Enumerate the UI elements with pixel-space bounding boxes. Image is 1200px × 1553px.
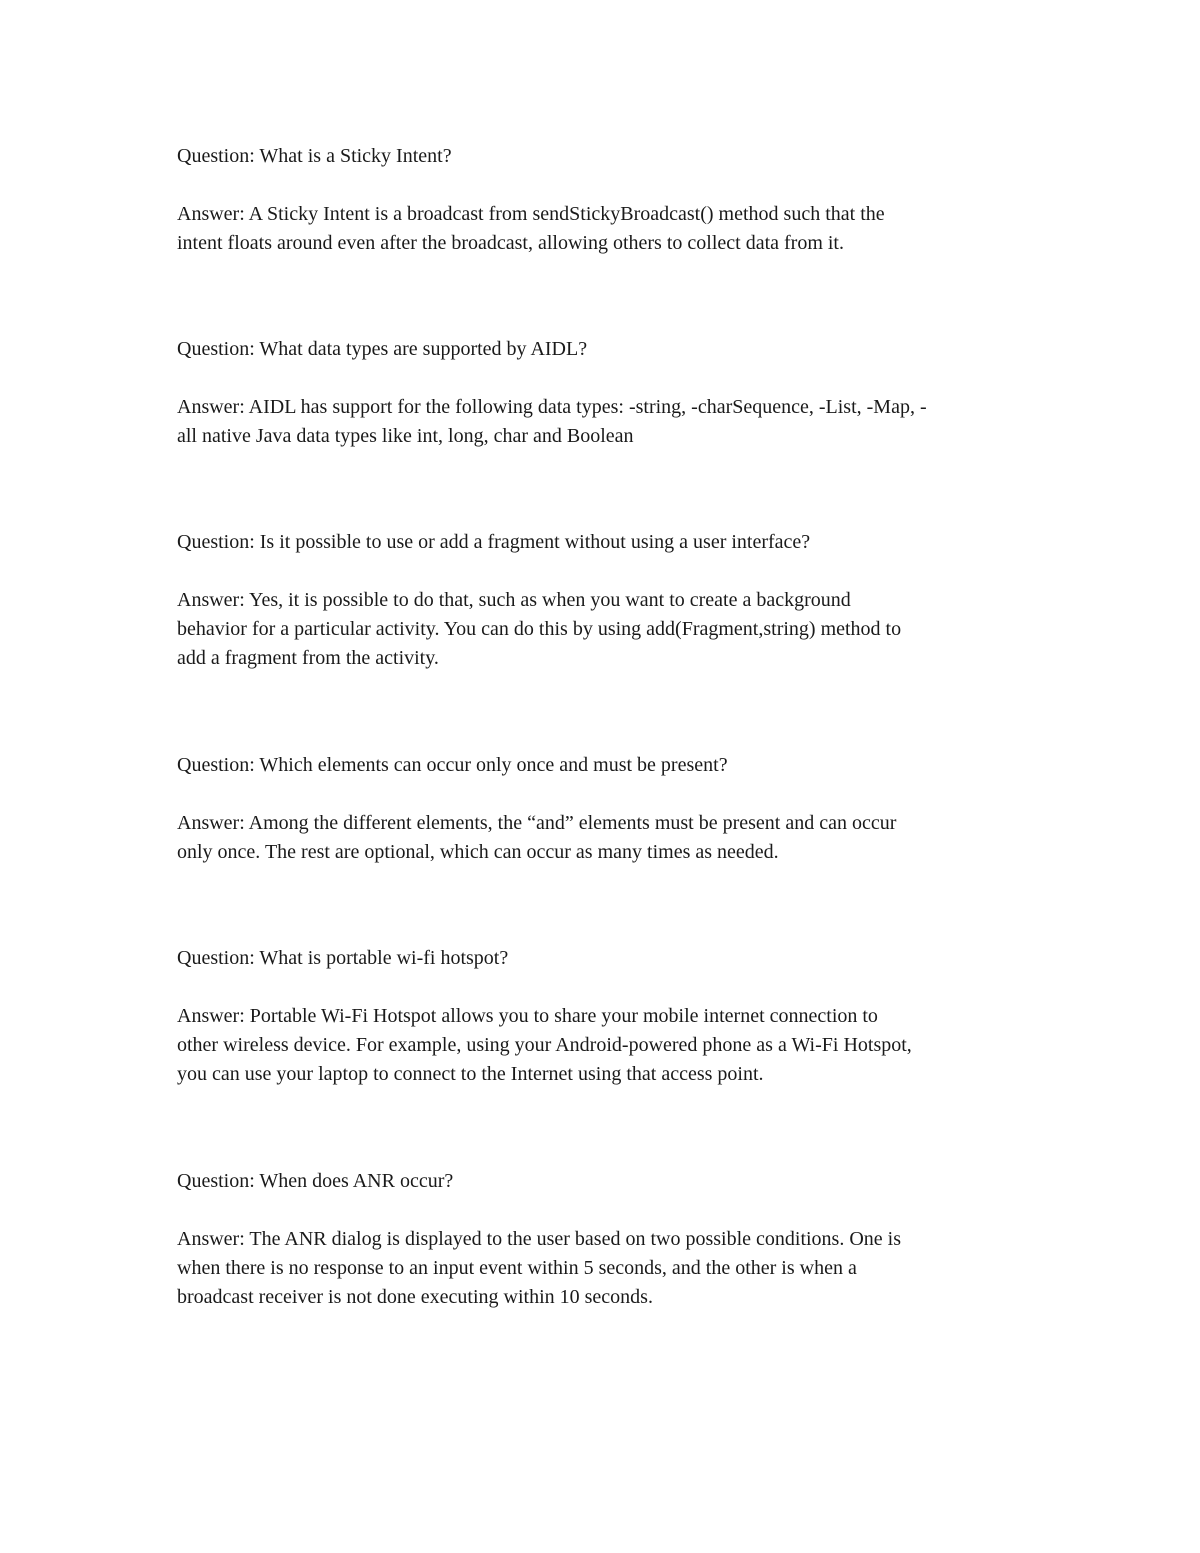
- qa-item-wifi-hotspot: [177, 944, 1027, 1089]
- answer-line: Answer: Portable Wi-Fi Hotspot allows you to share your mobile internet connection to: [177, 1005, 878, 1027]
- answer-text: [177, 1002, 1027, 1089]
- answer-line: Answer: The ANR dialog is displayed to the user based on two possible conditions. One is: [177, 1228, 901, 1250]
- question-text: Question: What data types are supported by AIDL?: [177, 338, 588, 360]
- qa-item-sticky-intent: [177, 142, 1027, 258]
- answer-line: Answer: AIDL has support for the following data types: -string, -charSequence, -List, -Map, -: [177, 396, 927, 418]
- qa-item-aidl-data-types: [177, 335, 1027, 451]
- answer-line: only once. The rest are optional, which can occur as many times as needed.: [177, 841, 779, 863]
- qa-item-anr: [177, 1167, 1027, 1312]
- answer-line: behavior for a particular activity. You can do this by using add(Fragment,string) method to: [177, 618, 902, 640]
- answer-text: [177, 1225, 1027, 1312]
- answer-line: Answer: Yes, it is possible to do that, such as when you want to create a background: [177, 589, 851, 611]
- answer-line: broadcast receiver is not done executing within 10 seconds.: [177, 1286, 653, 1308]
- answer-text: [177, 809, 1027, 867]
- answer-line: all native Java data types like int, long, char and Boolean: [177, 425, 634, 447]
- answer-text: [177, 586, 1027, 673]
- answer-text: [177, 200, 1027, 258]
- answer-text: [177, 393, 1027, 451]
- question-text: Question: What is portable wi-fi hotspot?: [177, 947, 509, 969]
- answer-line: Answer: A Sticky Intent is a broadcast from sendStickyBroadcast() method such that the: [177, 203, 885, 225]
- question-text: Question: What is a Sticky Intent?: [177, 145, 452, 167]
- answer-line: intent floats around even after the broadcast, allowing others to collect data from it.: [177, 232, 844, 254]
- answer-line: other wireless device. For example, using your Android-powered phone as a Wi-Fi Hotspot,: [177, 1034, 912, 1056]
- answer-line: add a fragment from the activity.: [177, 647, 439, 669]
- answer-line: Answer: Among the different elements, the “and” elements must be present and can occur: [177, 812, 897, 834]
- answer-line: you can use your laptop to connect to the Internet using that access point.: [177, 1063, 764, 1085]
- question-text: Question: Which elements can occur only once and must be present?: [177, 754, 728, 776]
- qa-item-required-elements: [177, 751, 1027, 867]
- qa-item-fragment-without-ui: [177, 528, 1027, 673]
- answer-line: when there is no response to an input event within 5 seconds, and the other is when a: [177, 1257, 857, 1279]
- question-text: Question: When does ANR occur?: [177, 1170, 454, 1192]
- question-text: Question: Is it possible to use or add a fragment without using a user interface?: [177, 531, 811, 553]
